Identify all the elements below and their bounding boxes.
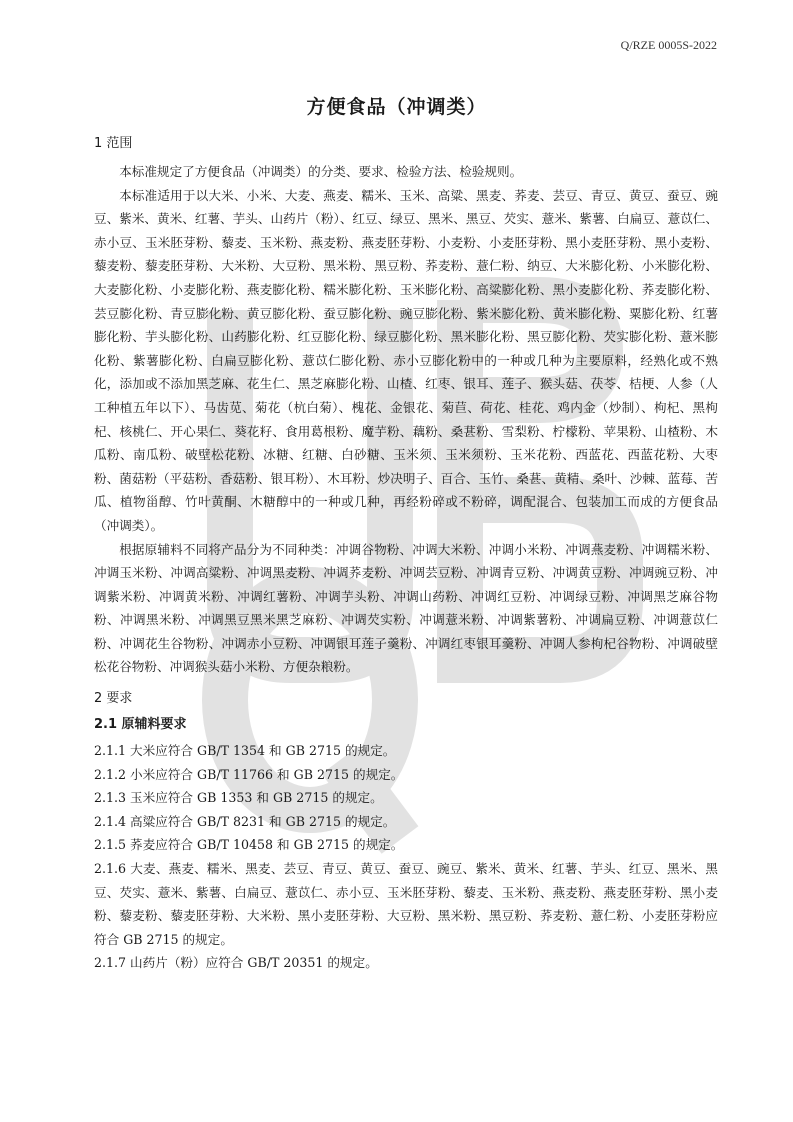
document-title: 方便食品（冲调类） [306,96,487,118]
standard-code: Q/RZE 0005S-2022 [620,38,717,52]
document-body [94,134,718,975]
scope-paragraph-3: 根据原辅料不同将产品分为不同种类：冲调谷物粉、冲调大米粉、冲调小米粉、冲调燕麦粉、冲调糯米粉、冲调玉米粉、冲调高粱粉、冲调黑麦粉、冲调荞麦粉、冲调芸豆粉、冲调青豆粉、冲调黄豆粉、冲调豌豆粉、冲调紫米粉、冲调黄米粉、冲调红薯粉、冲调芋头粉、冲调山药粉、冲调红豆粉、冲调绿豆粉、冲调黑芝麻谷物粉、冲调黑米粉、冲调黑豆黑米黑芝麻粉、冲调芡实粉、冲调薏米粉、冲调紫薯粉、冲调扁豆粉、冲调薏苡仁粉、冲调花生谷物粉、冲调赤小豆粉、冲调银耳莲子羹粉、冲调红枣银耳羹粉、冲调人参枸杞谷物粉、冲调破壁松花谷物粉、冲调猴头菇小米粉、方便杂粮粉。 [94,541,718,675]
requirement-item: 2.1.5 荞麦应符合 GB/T 10458 和 GB 2715 的规定。 [94,837,404,853]
scope-paragraph-2: 本标准适用于以大米、小米、大麦、燕麦、糯米、玉米、高粱、黑麦、荞麦、芸豆、青豆、黄豆、蚕豆、豌豆、紫米、黄米、红薯、芋头、山药片（粉）、红豆、绿豆、黑米、黑豆、芡实、薏米、紫薯、白扁豆、薏苡仁、赤小豆、玉米胚芽粉、藜麦、玉米粉、燕麦粉、燕麦胚芽粉、小麦粉、小麦胚芽粉、黑小麦胚芽粉、黑小麦粉、藜麦粉、藜麦胚芽粉、大米粉、大豆粉、黑米粉、黑豆粉、荞麦粉、薏仁粉、纳豆、大米膨化粉、小米膨化粉、大麦膨化粉、小麦膨化粉、燕麦膨化粉、糯米膨化粉、玉米膨化粉、高粱膨化粉、黑小麦膨化粉、荞麦膨化粉、芸豆膨化粉、青豆膨化粉、黄豆膨化粉、蚕豆膨化粉、豌豆膨化粉、紫米膨化粉、黄米膨化粉、粟膨化粉、红薯膨化粉、芋头膨化粉、山药膨化粉、红豆膨化粉、绿豆膨化粉、黑米膨化粉、黑豆膨化粉、芡实膨化粉、薏米膨化粉、紫薯膨化粉、白扁豆膨化粉、薏苡仁膨化粉、赤小豆膨化粉中的一种或几种为主要原料，经熟化或不熟化，添加或不添加黑芝麻、花生仁、黑芝麻膨化粉、山楂、红枣、银耳、莲子、猴头菇、茯苓、桔梗、人参（人工种植五年以下）、马齿苋、菊花（杭白菊）、槐花、金银花、菊苣、荷花、桂花、鸡内金（炒制）、枸杞、黑枸杞、核桃仁、开心果仁、葵花籽、食用葛根粉、魔芋粉、藕粉、桑葚粉、雪梨粉、柠檬粉、苹果粉、山楂粉、木瓜粉、南瓜粉、破壁松花粉、冰糖、红糖、白砂糖、玉米须、玉米须粉、玉米花粉、西蓝花、西蓝花粉、大枣粉、菌菇粉（平菇粉、香菇粉、银耳粉）、木耳粉、炒决明子、百合、玉竹、桑葚、黄精、桑叶、沙棘、蓝莓、苦瓜、植物甾醇、竹叶黄酮、木糖醇中的一种或几种，再经粉碎或不粉碎，调配混合、包装加工而成的方便食品（冲调类）。 [94,187,718,533]
section-2-1-heading: 2.1 原辅料要求 [94,717,187,733]
requirement-item: 2.1.4 高粱应符合 GB/T 8231 和 GB 2715 的规定。 [94,813,396,829]
requirement-item: 2.1.7 山药片（粉）应符合 GB/T 20351 的规定。 [94,955,378,971]
section-2-heading: 2 要求 [94,691,133,707]
requirement-item: 2.1.1 大米应符合 GB/T 1354 和 GB 2715 的规定。 [94,743,396,759]
requirement-item: 2.1.6 大麦、燕麦、糯米、黑麦、芸豆、青豆、黄豆、蚕豆、豌豆、紫米、黄米、红薯、芋头、红豆、黑米、黑豆、芡实、薏米、紫薯、白扁豆、薏苡仁、赤小豆、玉米胚芽粉、藜麦、玉米粉、燕麦粉、燕麦胚芽粉、黑小麦粉、藜麦粉、藜麦胚芽粉、大米粉、黑小麦胚芽粉、大豆粉、黑米粉、黑豆粉、荞麦粉、薏仁粉、小麦胚芽粉应符合 GB 2715 的规定。 [94,861,718,947]
requirement-item: 2.1.3 玉米应符合 GB 1353 和 GB 2715 的规定。 [94,790,383,806]
scope-paragraph-1: 本标准规定了方便食品（冲调类）的分类、要求、检验方法、检验规则。 [119,164,523,179]
section-1-heading: 1 范围 [94,136,133,151]
requirement-item: 2.1.2 小米应符合 GB/T 11766 和 GB 2715 的规定。 [94,766,404,782]
